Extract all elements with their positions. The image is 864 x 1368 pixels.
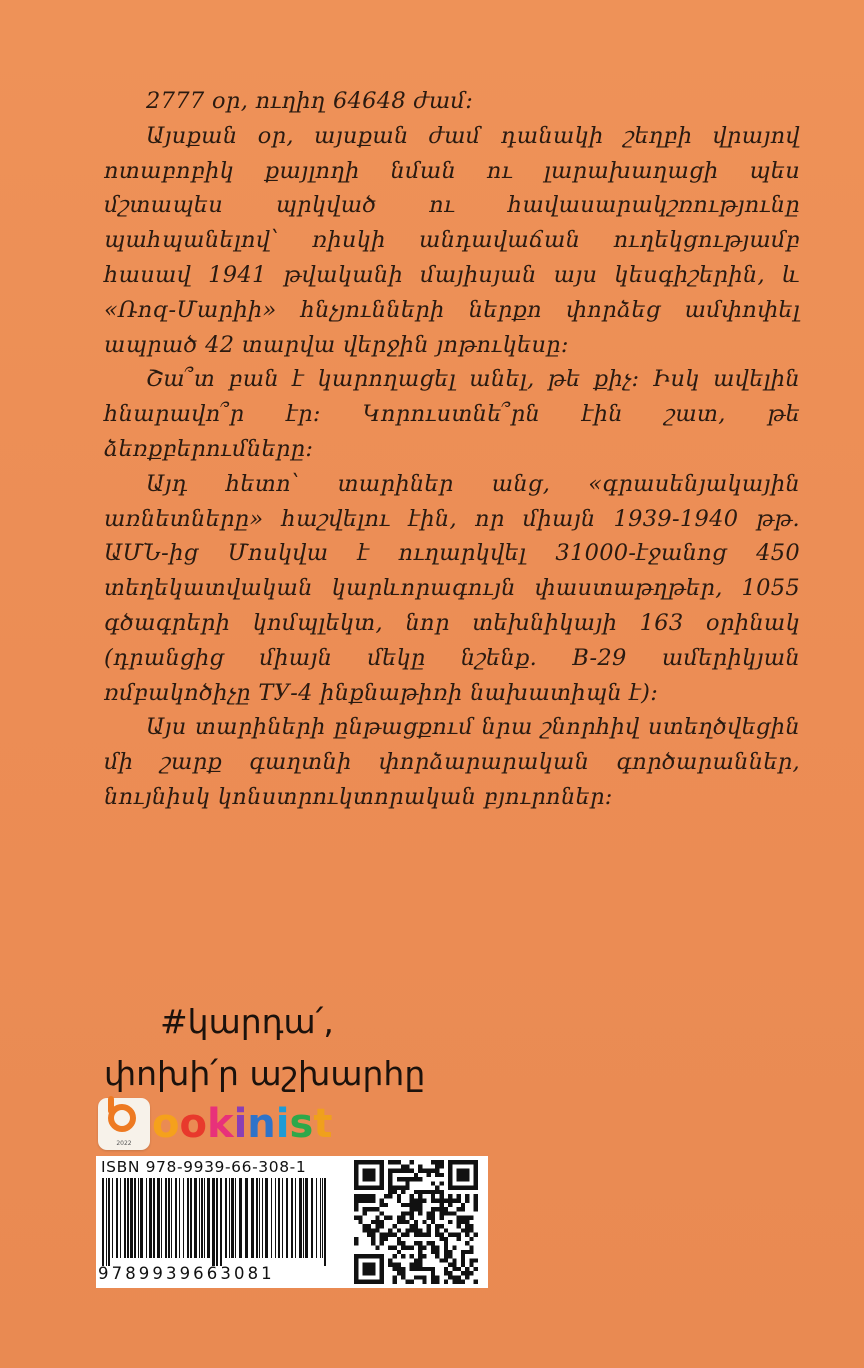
blurb-paragraph: Այսքան օր, այսքան ժամ դանակի շեղբի վրայով ոտաբոբիկ քայլողի նման ու լարախաղացի պես մշտապես պրկված ու հավասարակշռությունը պահպանելով՝ ռիսկի անդավաճան ուղեկցությամբ հասավ 1941 թվականի մայիսյան այս կեսգիշերին, և «Ռոզ-Մարիի» հնչյունների ներքո փորձեց ամփոփել ապրած 42 տարվա վերջին յոթուկեսը: [104,122,800,358]
publisher-slogan [104,996,425,1100]
logo-wordmark: ookinist [152,1101,333,1147]
logo-b-badge-icon [98,1098,150,1150]
slogan-line-2: փոխի՛ր աշխարհը [104,1054,426,1093]
blurb-paragraph: 2777 օր, ուղիղ 64648 ժամ: [146,88,474,114]
isbn-barcode-panel [96,1156,488,1288]
logo-year: 2022 [116,1140,132,1147]
back-cover-blurb [104,84,800,815]
blurb-paragraph: Այս տարիների ընթացքում նրա շնորհիվ ստեղծվեցին մի շարք գաղտնի փորձարարական գործարաններ, նույնիսկ կոնստրուկտորական բյուրոներ: [104,714,800,810]
blurb-paragraph: Շա՞տ բան է կարողացել անել, թե քիչ: Իսկ ավելին հնարավո՞ր էր: Կորուստնե՞րն էին շատ, թե ձեռքբերումները: [104,366,800,462]
qr-code-icon [354,1160,478,1284]
barcode-digits: 9789939663081 [98,1264,275,1283]
slogan-line-1: #կարդա՛, [160,1002,334,1041]
barcode-icon [102,1178,330,1266]
blurb-paragraph: Այդ հետո՝ տարիներ անց, «գրասենյակային առնետները» հաշվելու էին, որ միայն 1939-1940 թթ. ԱՄՆ-ից Մոսկվա է ուղարկվել 31000-էջանոց 450 տեղեկատվական կարևորագույն փաստաթղթեր, 1055 գծագրերի կոմպլեկտ, նոր տեխնիկայի 163 օրինակ (դրանցից միայն մեկը նշենք. B-29 ամերիկյան ռմբակոծիչը ТУ-4 ինքնաթիռի նախատիպն է): [104,470,800,706]
isbn-text: ISBN 978-9939-66-308-1 [101,1158,307,1176]
publisher-logo [98,1098,332,1150]
